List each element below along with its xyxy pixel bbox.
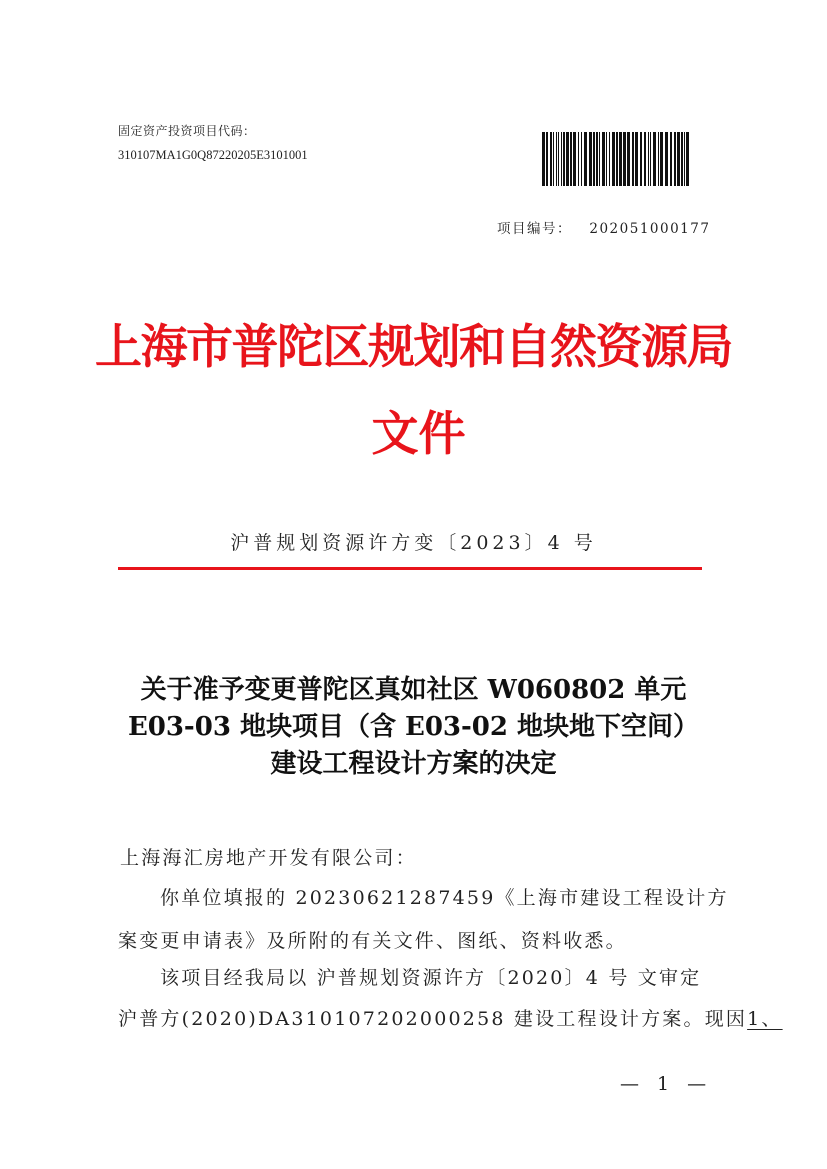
barcode-bar	[578, 132, 579, 186]
project-number	[497, 217, 710, 237]
addressee: 上海海汇房地产开发有限公司：	[120, 847, 417, 869]
barcode-bar	[566, 132, 569, 186]
paragraph-2-text: 沪普方(2020)DA310107202000258 建设工程设计方案。现因	[118, 1008, 748, 1030]
agency-title: 上海市普陀区规划和自然资源局	[95, 320, 732, 375]
page-number: — 1 —	[620, 1073, 713, 1095]
decision-title-line-2: E03-03 地块项目（含 E03-02 地块地下空间）	[127, 712, 700, 742]
barcode-bar	[550, 132, 552, 186]
barcode-bar	[648, 132, 649, 186]
barcode-bar	[616, 132, 618, 186]
page-number-value: 1	[657, 1073, 676, 1095]
barcode-bar	[609, 132, 610, 186]
investment-code-label: 固定资产投资项目代码：	[118, 124, 256, 138]
barcode-bar	[632, 132, 634, 186]
barcode-bar	[665, 132, 668, 186]
barcode-bar	[635, 132, 638, 186]
barcode-bar	[674, 132, 676, 186]
barcode-bar	[570, 132, 572, 186]
investment-code-value: 310107MA1G0Q87220205E3101001	[118, 148, 308, 162]
decision-title-line-3: 建设工程设计方案的决定	[270, 749, 557, 779]
red-divider	[118, 567, 702, 570]
barcode-bar	[602, 132, 605, 186]
barcode-bar	[563, 132, 565, 186]
barcode-bar	[599, 132, 600, 186]
barcode-bar	[619, 132, 622, 186]
barcode-bar	[556, 132, 557, 186]
barcode-bar	[627, 132, 630, 186]
project-number-value: 202051000177	[589, 221, 711, 237]
barcode-bar	[686, 132, 689, 186]
barcode-bar	[589, 132, 592, 186]
paragraph-2-line-2	[118, 1007, 783, 1031]
project-number-label: 项目编号：	[497, 221, 572, 237]
barcode-bar	[542, 132, 545, 186]
barcode-bar	[573, 132, 576, 186]
decision-title	[100, 672, 727, 783]
document-word: 文件	[371, 407, 466, 462]
barcode-bar	[584, 132, 587, 186]
barcode-bar	[684, 132, 685, 186]
barcode-bar	[677, 132, 680, 186]
barcode-bar	[596, 132, 598, 186]
barcode-bar	[670, 132, 672, 186]
paragraph-1-line-1: 你单位填报的 20230621287459《上海市建设工程设计方	[160, 887, 729, 909]
barcode-bar	[658, 132, 659, 186]
barcode-bar	[593, 132, 595, 186]
barcode-bar	[561, 132, 562, 186]
barcode-bar	[612, 132, 615, 186]
document-number: 沪普规划资源许方变〔2023〕4 号	[230, 532, 597, 554]
paragraph-2-line-1: 该项目经我局以 沪普规划资源许方〔2020〕4 号 文审定	[160, 967, 702, 989]
barcode-bar	[558, 132, 559, 186]
barcode-bar	[681, 132, 683, 186]
barcode-bar	[653, 132, 656, 186]
barcode-bar	[623, 132, 626, 186]
decision-title-line-1: 关于准予变更普陀区真如社区 W060802 单元	[140, 675, 687, 705]
barcode-bar	[640, 132, 642, 186]
barcode-image	[542, 132, 690, 186]
barcode-bar	[581, 132, 582, 186]
barcode-bar	[644, 132, 646, 186]
barcode-bar	[660, 132, 663, 186]
barcode-bar	[650, 132, 651, 186]
paragraph-1-line-2: 案变更申请表》及所附的有关文件、图纸、资料收悉。	[118, 930, 627, 952]
barcode-bar	[546, 132, 548, 186]
barcode-bar	[606, 132, 607, 186]
barcode-bar	[553, 132, 554, 186]
paragraph-2-underlined-item: 1、	[747, 1008, 783, 1030]
